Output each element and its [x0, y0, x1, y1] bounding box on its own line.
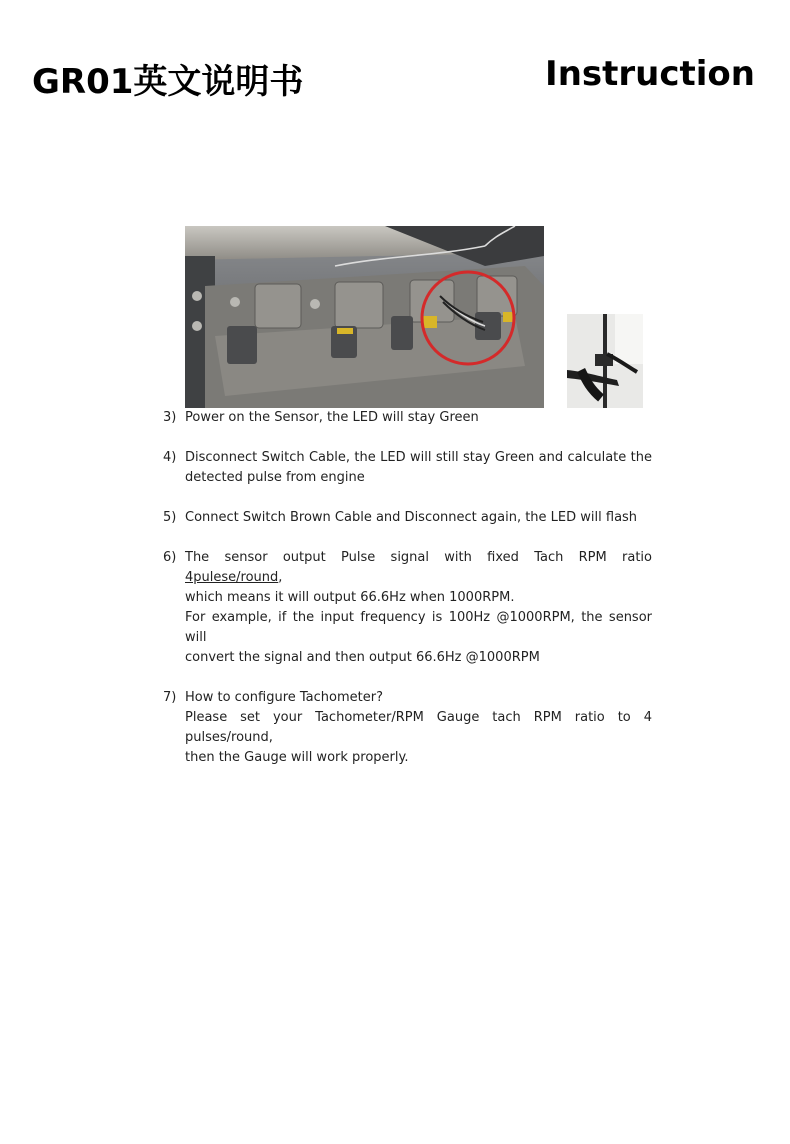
- instruction-steps: [163, 408, 652, 768]
- step-text: For example, if the input frequency is 100Hz @1000RPM, the sensor will: [185, 610, 652, 645]
- step-number: 3): [163, 410, 177, 425]
- step-3: [163, 408, 652, 428]
- step-text: which means it will output 66.6Hz when 1000RPM.: [185, 590, 515, 605]
- step-text: Power on the Sensor, the LED will stay Green: [185, 410, 479, 425]
- step-text: then the Gauge will work properly.: [185, 750, 409, 765]
- document-title-instruction: Instruction: [545, 54, 755, 94]
- step-7: [163, 688, 652, 768]
- step-text: convert the signal and then output 66.6Hz @1000RPM: [185, 650, 540, 665]
- step-4: [163, 448, 652, 488]
- step-text: [185, 548, 652, 588]
- step-number: 4): [163, 450, 177, 465]
- step-text: Please set your Tachometer/RPM Gauge tach RPM ratio to 4 pulses/round,: [185, 710, 652, 745]
- step-number: 6): [163, 550, 177, 565]
- step-text: detected pulse from engine: [185, 470, 365, 485]
- step-text: Connect Switch Brown Cable and Disconnect again, the LED will flash: [185, 510, 638, 525]
- wire-closeup-photo: [567, 314, 643, 408]
- step-5: [163, 508, 652, 528]
- engine-photo: [185, 226, 544, 408]
- step-text: Disconnect Switch Cable, the LED will still stay Green and calculate the: [185, 450, 652, 465]
- step-6: [163, 548, 652, 668]
- step-number: 7): [163, 690, 177, 705]
- step-number: 5): [163, 510, 177, 525]
- document-title: GR01英文说明书: [32, 62, 304, 102]
- step-text: How to configure Tachometer?: [185, 690, 383, 705]
- step-text-part: The sensor output Pulse signal with fixed Tach RPM ratio: [185, 550, 652, 565]
- ratio-link-text: 4pulese/round: [185, 570, 279, 585]
- step-text-part: ,: [278, 570, 283, 585]
